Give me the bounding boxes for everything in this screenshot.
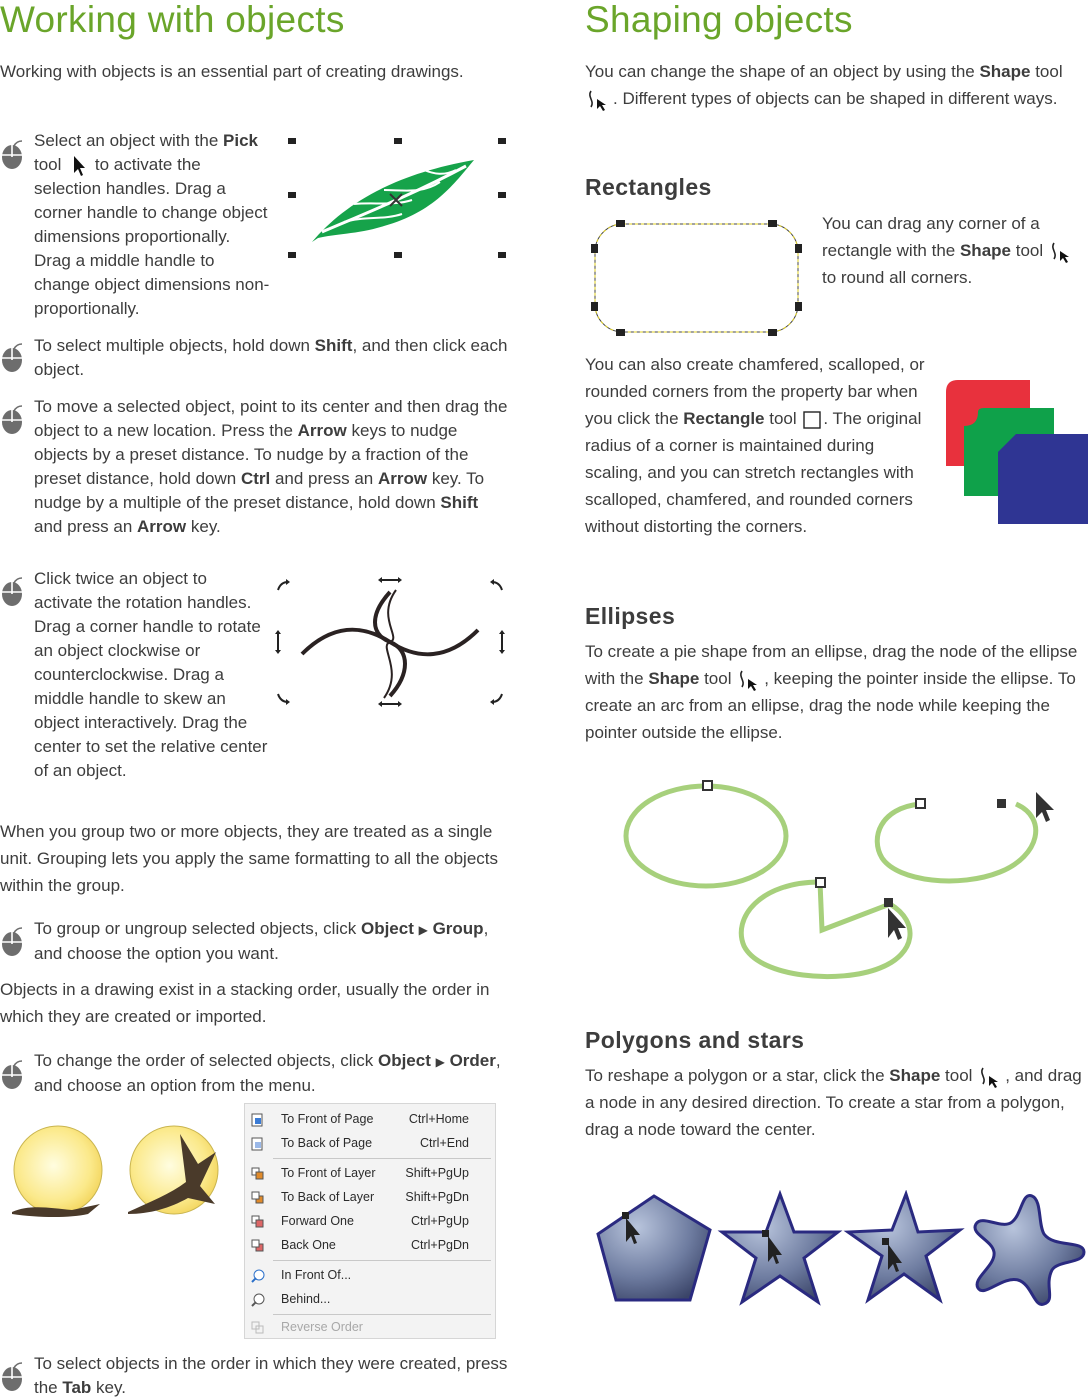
menu-item-reverse-order: Reverse Order: [245, 1316, 495, 1340]
menu-arrow-icon: ▶: [435, 1055, 445, 1069]
rectangle-tool-icon: [801, 410, 823, 430]
mouse-icon: [0, 577, 24, 607]
mouse-icon: [0, 1060, 24, 1090]
tip-tab-order: To select objects in the order in which they were created, press the Tab key.: [34, 1354, 508, 1397]
menu-item-back-one[interactable]: Back One Ctrl+PgDn: [245, 1234, 495, 1258]
group-paragraph: When you group two or more objects, they are treated as a single unit. Grouping lets you apply the same formatting to all the objects within the group.: [0, 822, 498, 895]
menu-item-to-back-of-page[interactable]: To Back of Page Ctrl+End: [245, 1132, 495, 1156]
to-back-of-layer-icon: [251, 1191, 265, 1205]
rounded-rectangle-illustration: [588, 216, 804, 338]
to-back-of-page-icon: [251, 1137, 265, 1151]
shape-tool-icon: [736, 669, 764, 691]
mouse-icon: [0, 1362, 24, 1392]
shape-tool-icon: [585, 89, 613, 111]
menu-item-to-front-of-layer[interactable]: To Front of Layer Shift+PgUp: [245, 1162, 495, 1186]
shape-tool-icon: [1048, 241, 1076, 263]
shape-tool-icon: [977, 1066, 1005, 1088]
order-paragraph: Objects in a drawing exist in a stacking order, usually the order in which they are created or imported.: [0, 980, 490, 1026]
rectangle-corners-paragraph: You can also create chamfered, scalloped, or rounded corners from the property bar when you click the Rectangle tool . The original radius of a corner is maintained during scaling, and you can stretch rectangles with scalloped, chamfered, and rounded corners without distorting the corners.: [585, 355, 925, 536]
tip-move-object: To move a selected object, point to its center and then drag the object to a new location. Press the Arrow keys to nudge objects by a preset distance. To nudge by a fraction of the preset distance, hold down Ctrl and press an Arrow key. To nudge by a multiple of the preset distance, hold down Shift and press an Arrow key.: [34, 397, 508, 536]
ellipses-paragraph: To create a pie shape from an ellipse, drag the node of the ellipse with the Shape tool , keeping the pointer inside the ellipse. To create an arc from an ellipse, drag the node while keeping the pointer outside the ellipse.: [585, 642, 1078, 742]
corner-styles-illustration: [944, 378, 1090, 526]
mouse-icon: [0, 343, 24, 373]
forward-one-icon: [251, 1215, 265, 1229]
to-front-of-layer-icon: [251, 1167, 265, 1181]
ellipse-pie-arc-illustration: [620, 778, 1060, 988]
to-front-of-page-icon: [251, 1113, 265, 1127]
intro-paragraph: Working with objects is an essential part of creating drawings.: [0, 62, 464, 81]
in-front-of-icon: [251, 1269, 265, 1283]
ellipses-heading: Ellipses: [585, 603, 676, 629]
stacking-order-illustration: [10, 1124, 220, 1224]
tip-multiple-select: To select multiple objects, hold down Shift, and then click each object.: [34, 336, 508, 379]
order-menu: [244, 1103, 496, 1339]
menu-item-behind[interactable]: Behind...: [245, 1288, 495, 1312]
reverse-order-icon: [251, 1321, 265, 1335]
back-one-icon: [251, 1239, 265, 1253]
polygons-heading: Polygons and stars: [585, 1027, 805, 1053]
left-title: Working with objects: [0, 0, 345, 40]
tip-pick-tool: Select an object with the Pick tool to activate the selection handles. Drag a corner handle to change object dimensions proportionally. Drag a middle handle to change object dimensions non-proportionally.: [34, 131, 270, 318]
pick-tool-icon: [66, 155, 90, 177]
mouse-icon: [0, 927, 24, 957]
polygons-paragraph: To reshape a polygon or a star, click the Shape tool , and drag a node in any desired direction. To create a star from a polygon, drag a node toward the center.: [585, 1066, 1082, 1139]
tip-group: To group or ungroup selected objects, click Object ▶ Group, and choose the option you want.: [34, 919, 489, 963]
right-title: Shaping objects: [585, 0, 853, 40]
behind-icon: [251, 1293, 265, 1307]
rectangles-heading: Rectangles: [585, 174, 712, 200]
menu-item-to-front-of-page[interactable]: To Front of Page Ctrl+Home: [245, 1108, 495, 1132]
rotation-illustration: [272, 574, 508, 710]
polygon-star-illustration: [592, 1190, 1088, 1310]
mouse-icon: [0, 140, 24, 170]
menu-arrow-icon: ▶: [418, 923, 428, 937]
shaping-intro: You can change the shape of an object by using the Shape tool . Different types of objects can be shaped in different ways.: [585, 58, 1090, 112]
menu-item-forward-one[interactable]: Forward One Ctrl+PgUp: [245, 1210, 495, 1234]
mouse-icon: [0, 405, 24, 435]
menu-item-to-back-of-layer[interactable]: To Back of Layer Shift+PgDn: [245, 1186, 495, 1210]
leaf-selection-illustration: [284, 134, 514, 262]
tip-order: To change the order of selected objects, click Object ▶ Order, and choose an option from the menu.: [34, 1051, 501, 1095]
tip-rotate: Click twice an object to activate the rotation handles. Drag a corner handle to rotate an object clockwise or counterclockwise. Drag a middle handle to skew an object interactively. Drag the center to set the relative center of an object.: [34, 569, 268, 780]
menu-item-in-front-of[interactable]: In Front Of...: [245, 1264, 495, 1288]
rectangle-tip: You can drag any corner of a rectangle with the Shape tool to round all corners.: [822, 210, 1088, 291]
